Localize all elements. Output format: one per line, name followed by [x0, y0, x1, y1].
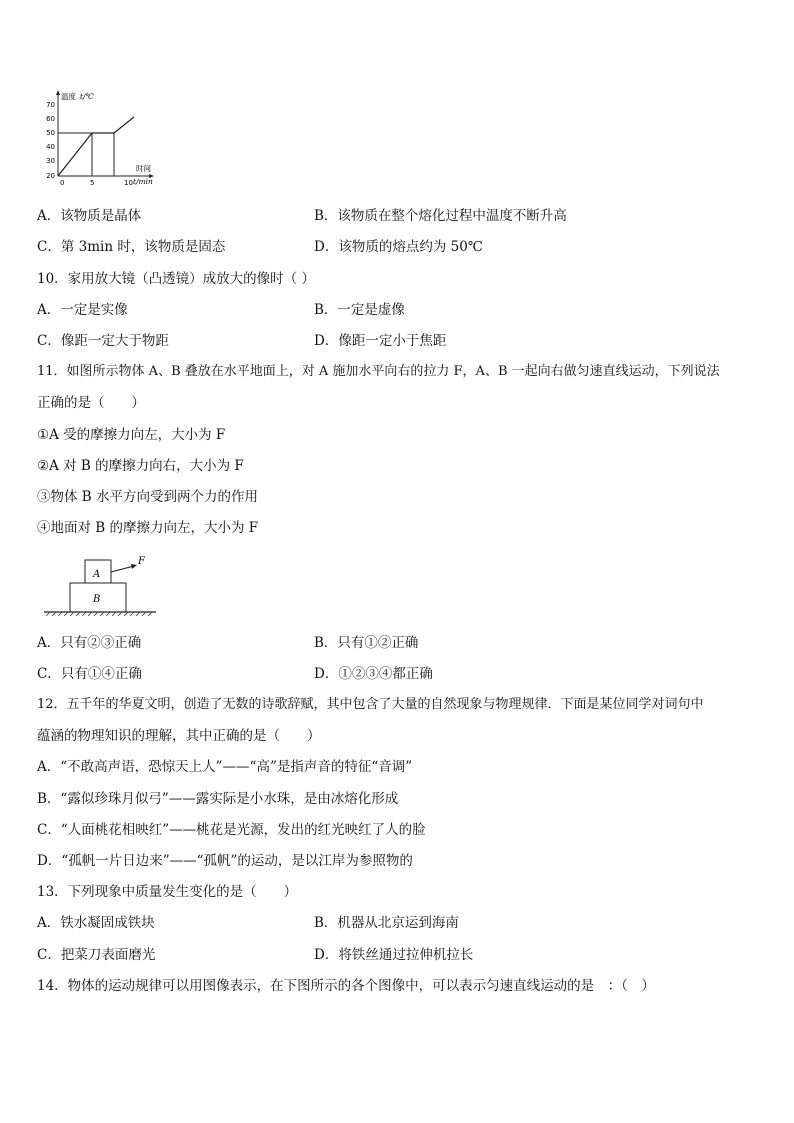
y-tick: 30: [46, 157, 55, 165]
y-axis-label: 温度: [61, 92, 76, 101]
q12-option-d: D．“孤帆一片日边来”——“孤帆”的运动，是以江岸为参照物的: [37, 853, 413, 869]
x-axis-label: 时间: [136, 164, 151, 173]
block-b-label: B: [93, 594, 101, 605]
q13-option-d: D．将铁丝通过拉伸机拉长: [314, 947, 474, 963]
y-axis-arrow: [56, 90, 60, 95]
y-tick: 50: [46, 129, 55, 137]
q11-stem-line2: 正确的是（ ）: [37, 395, 145, 411]
force-arrow: [111, 566, 134, 572]
y-axis-unit: t/℃: [80, 92, 94, 101]
q9-option-b: B．该物质在整个熔化过程中温度不断升高: [314, 208, 567, 224]
x-axis-unit: t/min: [133, 177, 153, 186]
q11-option-b: B．只有①②正确: [314, 635, 419, 651]
q11-statement-1: ①A 受的摩擦力向左，大小为 F: [37, 427, 226, 443]
q12-option-b: B．“露似珍珠月似弓”——露实际是小水珠，是由冰熔化形成: [37, 791, 399, 807]
q13-option-a: A．铁水凝固成铁块: [37, 915, 155, 931]
q11-option-c: C．只有①④正确: [37, 666, 142, 682]
q11-option-a: A．只有②③正确: [37, 635, 142, 651]
q13-option-c: C．把菜刀表面磨光: [37, 947, 156, 963]
q12-stem-line2: 蕴涵的物理知识的理解，其中正确的是（ ）: [37, 728, 321, 744]
q10-option-a: A．一定是实像: [37, 302, 128, 318]
temperature-curve: [58, 117, 134, 176]
q13-stem: 13．下列现象中质量发生变化的是（ ）: [37, 884, 298, 900]
q10-option-d: D．像距一定小于焦距: [314, 333, 447, 349]
q10-option-c: C．像距一定大于物距: [37, 333, 169, 349]
y-tick: 20: [46, 172, 55, 180]
q11-option-d: D．①②③④都正确: [314, 666, 433, 682]
q10-option-b: B．一定是虚像: [314, 302, 405, 318]
q9-option-c: C．第 3min 时，该物质是固态: [37, 239, 226, 255]
y-tick: 40: [46, 143, 55, 151]
q12-stem-line1: 12．五千年的华夏文明，创造了无数的诗歌辞赋，其中包含了大量的自然现象与物理规律．下面是某位同学对词句中: [37, 697, 704, 712]
melting-graph: [40, 88, 160, 188]
q13-option-b: B．机器从北京运到海南: [314, 915, 459, 931]
q12-option-c: C．“人面桃花相映红”——桃花是光源，发出的红光映红了人的脸: [37, 822, 426, 838]
force-label: F: [138, 556, 145, 567]
y-tick: 60: [46, 115, 55, 123]
x-tick: 10: [124, 179, 133, 187]
q9-option-d: D．该物质的熔点约为 50℃: [314, 239, 483, 255]
x-tick: 0: [60, 179, 65, 187]
y-tick: 70: [46, 101, 55, 109]
q11-statement-2: ②A 对 B 的摩擦力向右，大小为 F: [37, 458, 244, 474]
blocks-figure: [38, 552, 168, 622]
q11-statement-3: ③物体 B 水平方向受到两个力的作用: [37, 489, 259, 505]
q11-stem-line1: 11．如图所示物体 A、B 叠放在水平地面上，对 A 施加水平向右的拉力 F，A、B 一起向右做匀速直线运动，下列说法: [37, 364, 720, 379]
block-a-label: A: [93, 569, 101, 580]
q11-statement-4: ④地面对 B 的摩擦力向左，大小为 F: [37, 520, 259, 536]
q14-stem: 14．物体的运动规律可以用图像表示，在下图所示的各个图像中，可以表示匀速直线运动的是 ：（ ）: [37, 978, 655, 994]
x-tick: 5: [90, 179, 95, 187]
q10-stem: 10．家用放大镜（凸透镜）成放大的像时（ ）: [37, 271, 315, 287]
q9-option-a: A．该物质是晶体: [37, 208, 142, 224]
force-arrowhead: [131, 564, 137, 569]
q12-option-a: A．“不敢高声语，恐惊天上人”——“高”是指声音的特征“音调”: [37, 759, 413, 775]
